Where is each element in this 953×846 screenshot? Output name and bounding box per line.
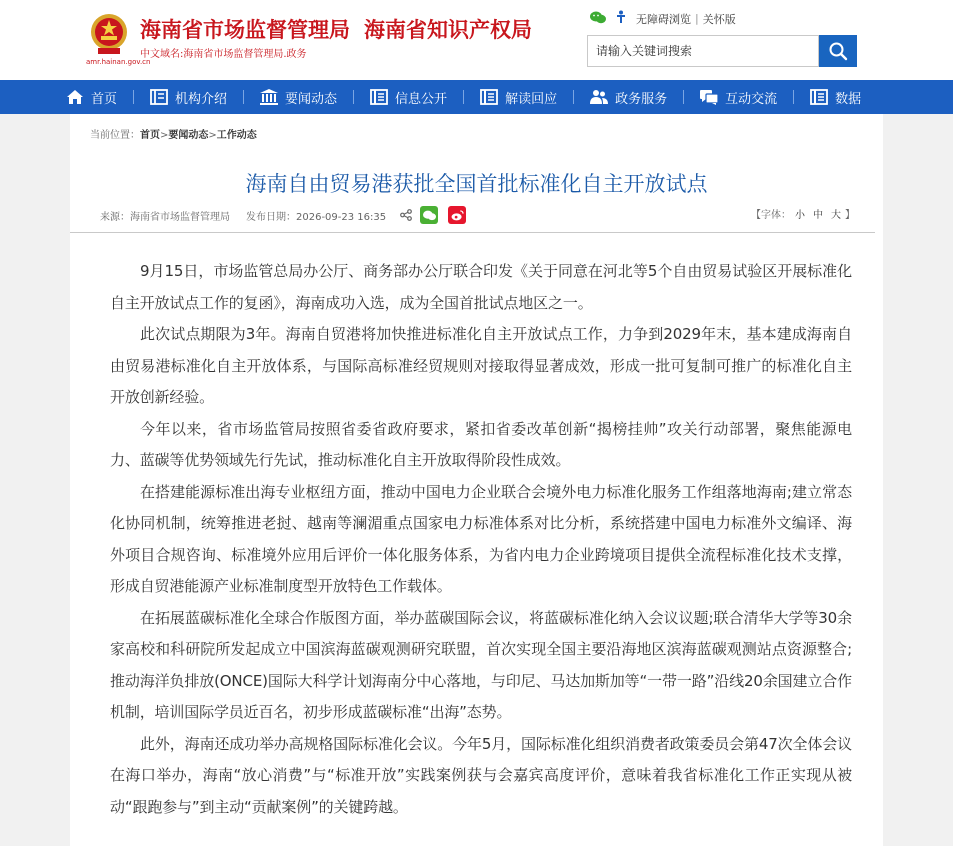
nav-divider bbox=[683, 90, 684, 104]
document-icon bbox=[370, 89, 388, 105]
nav-item-label: 首页 bbox=[91, 91, 118, 107]
nav-item-interaction[interactable] bbox=[700, 80, 793, 114]
font-size-label-close: 】 bbox=[845, 210, 855, 221]
article-paragraph: 9月15日，市场监管总局办公厅、商务部办公厅联合印发《关于同意在河北等5个自由贸易试验区开展标准化自主开放试点工作的复函》，海南成功入选，成为全国首批试点地区之一。 bbox=[110, 262, 852, 312]
barrier-free-link[interactable]: 无障碍浏览 bbox=[636, 12, 691, 26]
breadcrumb-label: 当前位置： bbox=[90, 130, 140, 141]
nav-item-label: 解读回应 bbox=[505, 91, 558, 107]
article-title: 海南自由贸易港获批全国首批标准化自主开放试点 bbox=[245, 172, 708, 196]
share-bar bbox=[400, 206, 466, 224]
book-icon bbox=[150, 89, 168, 105]
chat-icon bbox=[700, 89, 718, 105]
nav-item-interpretation[interactable] bbox=[480, 80, 573, 114]
breadcrumb-current[interactable]: 工作动态 bbox=[216, 130, 257, 141]
article-body bbox=[110, 256, 852, 823]
font-size-large[interactable]: 大 bbox=[831, 210, 841, 221]
link-separator: | bbox=[695, 12, 699, 25]
nav-divider bbox=[573, 90, 574, 104]
building-icon bbox=[260, 89, 278, 105]
font-size-switcher bbox=[751, 206, 855, 221]
home-icon bbox=[66, 89, 84, 105]
nav-divider bbox=[463, 90, 464, 104]
search-icon bbox=[828, 41, 848, 61]
nav-item-services[interactable] bbox=[590, 80, 683, 114]
breadcrumb-section[interactable]: 要闻动态 bbox=[168, 130, 209, 141]
nav-item-label: 要闻动态 bbox=[285, 91, 338, 107]
nav-item-label: 数据 bbox=[835, 91, 862, 107]
site-title-market: 海南省市场监督管理局 bbox=[140, 17, 350, 42]
main-nav bbox=[0, 80, 953, 114]
nav-divider bbox=[243, 90, 244, 104]
share-icon[interactable] bbox=[400, 209, 412, 221]
article-paragraph: 在搭建能源标准出海专业枢纽方面，推动中国电力企业联合会境外电力标准化服务工作组落地海南;建立常态化协同机制，统筹推进老挝、越南等澜湄重点国家电力标准体系对比分析，系统搭建中国电力标准外文编译、海外项目合规咨询、标准境外应用后评价一体化服务体系，为省内电力企业跨境项目提供全流程标准化技术支撑，形成自贸港能源产业标准制度型开放特色工作载体。 bbox=[110, 482, 852, 595]
wechat-share-button[interactable] bbox=[420, 206, 438, 224]
search-button[interactable] bbox=[819, 35, 857, 67]
breadcrumb-separator: > bbox=[160, 130, 169, 141]
nav-item-home[interactable] bbox=[66, 80, 133, 114]
font-size-small[interactable]: 小 bbox=[795, 210, 805, 221]
top-links bbox=[590, 10, 736, 27]
article-paragraph: 此外，海南还成功举办高规格国际标准化会议。今年5月，国际标准化组织消费者政策委员会第47次全体会议在海口举办，海南“放心消费”与“标准开放”实践案例获与会嘉宾高度评价，意味着我省标准化工作正实现从被动“跟跑参与”到主动“贡献案例”的关键跨越。 bbox=[110, 734, 852, 816]
article-paragraph: 此次试点期限为3年。海南自贸港将加快推进标准化自主开放试点工作，力争到2029年末，基本建成海南自由贸易港标准化自主开放体系，与国际高标准经贸规则对接取得显著成效，形成一批可复制可推广的标准化自主开放创新经验。 bbox=[110, 325, 852, 406]
article-meta bbox=[100, 206, 466, 224]
font-size-label: 【字体： bbox=[751, 210, 791, 221]
document-icon bbox=[480, 89, 498, 105]
national-emblem-icon bbox=[88, 12, 130, 56]
nav-item-label: 政务服务 bbox=[615, 91, 668, 107]
people-icon bbox=[590, 89, 608, 105]
nav-item-news[interactable] bbox=[260, 80, 353, 114]
breadcrumb-home[interactable]: 首页 bbox=[140, 130, 160, 141]
nav-divider bbox=[133, 90, 134, 104]
site-header bbox=[0, 0, 953, 80]
weibo-icon bbox=[451, 210, 464, 221]
article-date: 发布日期：2026-09-23 16:35 bbox=[246, 211, 387, 223]
font-size-medium[interactable]: 中 bbox=[813, 210, 823, 221]
divider bbox=[70, 232, 875, 233]
site-title-ip: 海南省知识产权局 bbox=[364, 17, 532, 42]
search-input[interactable] bbox=[588, 36, 824, 66]
search-box bbox=[587, 35, 819, 67]
wechat-icon bbox=[423, 210, 436, 221]
nav-item-label: 互动交流 bbox=[725, 91, 778, 107]
care-version-link[interactable]: 关怀版 bbox=[702, 12, 736, 26]
nav-item-data[interactable] bbox=[810, 80, 877, 114]
nav-item-disclosure[interactable] bbox=[370, 80, 463, 114]
accessibility-icon[interactable] bbox=[614, 10, 628, 27]
nav-item-label: 机构介绍 bbox=[175, 91, 228, 107]
nav-divider bbox=[793, 90, 794, 104]
article-source: 来源：海南省市场监督管理局 bbox=[100, 211, 230, 223]
article-paragraph: 在拓展蓝碳标准化全球合作版图方面，举办蓝碳国际会议，将蓝碳标准化纳入会议议题;联合清华大学等30余家高校和科研院所发起成立中国滨海蓝碳观测研究联盟，首次实现全国主要沿海地区滨海蓝碳观测站点资源整合;推动海洋负排放(ONCE)国际大科学计划海南分中心落地，与印尼、马达加斯加等“一带一路”沿线20余国建立合作机制，培训国际学员近百名，初步形成蓝碳标准“出海”态势。 bbox=[110, 608, 852, 721]
article-paragraph: 今年以来，省市场监管局按照省委省政府要求，紧扣省委改革创新“揭榜挂帅”攻关行动部署，聚焦能源电力、蓝碳等优势领域先行先试，推动标准化自主开放取得阶段性成效。 bbox=[110, 419, 852, 469]
wechat-icon[interactable] bbox=[590, 11, 606, 27]
site-title bbox=[140, 14, 532, 44]
document-icon bbox=[810, 89, 828, 105]
breadcrumb bbox=[90, 126, 257, 141]
emblem-caption: amr.hainan.gov.cn bbox=[86, 58, 151, 66]
nav-item-about[interactable] bbox=[150, 80, 243, 114]
weibo-share-button[interactable] bbox=[448, 206, 466, 224]
nav-divider bbox=[353, 90, 354, 104]
domain-line: 中文域名:海南省市场监督管理局.政务 bbox=[140, 49, 307, 60]
nav-item-label: 信息公开 bbox=[395, 91, 448, 107]
breadcrumb-separator: > bbox=[208, 130, 217, 141]
article-container bbox=[70, 114, 883, 846]
